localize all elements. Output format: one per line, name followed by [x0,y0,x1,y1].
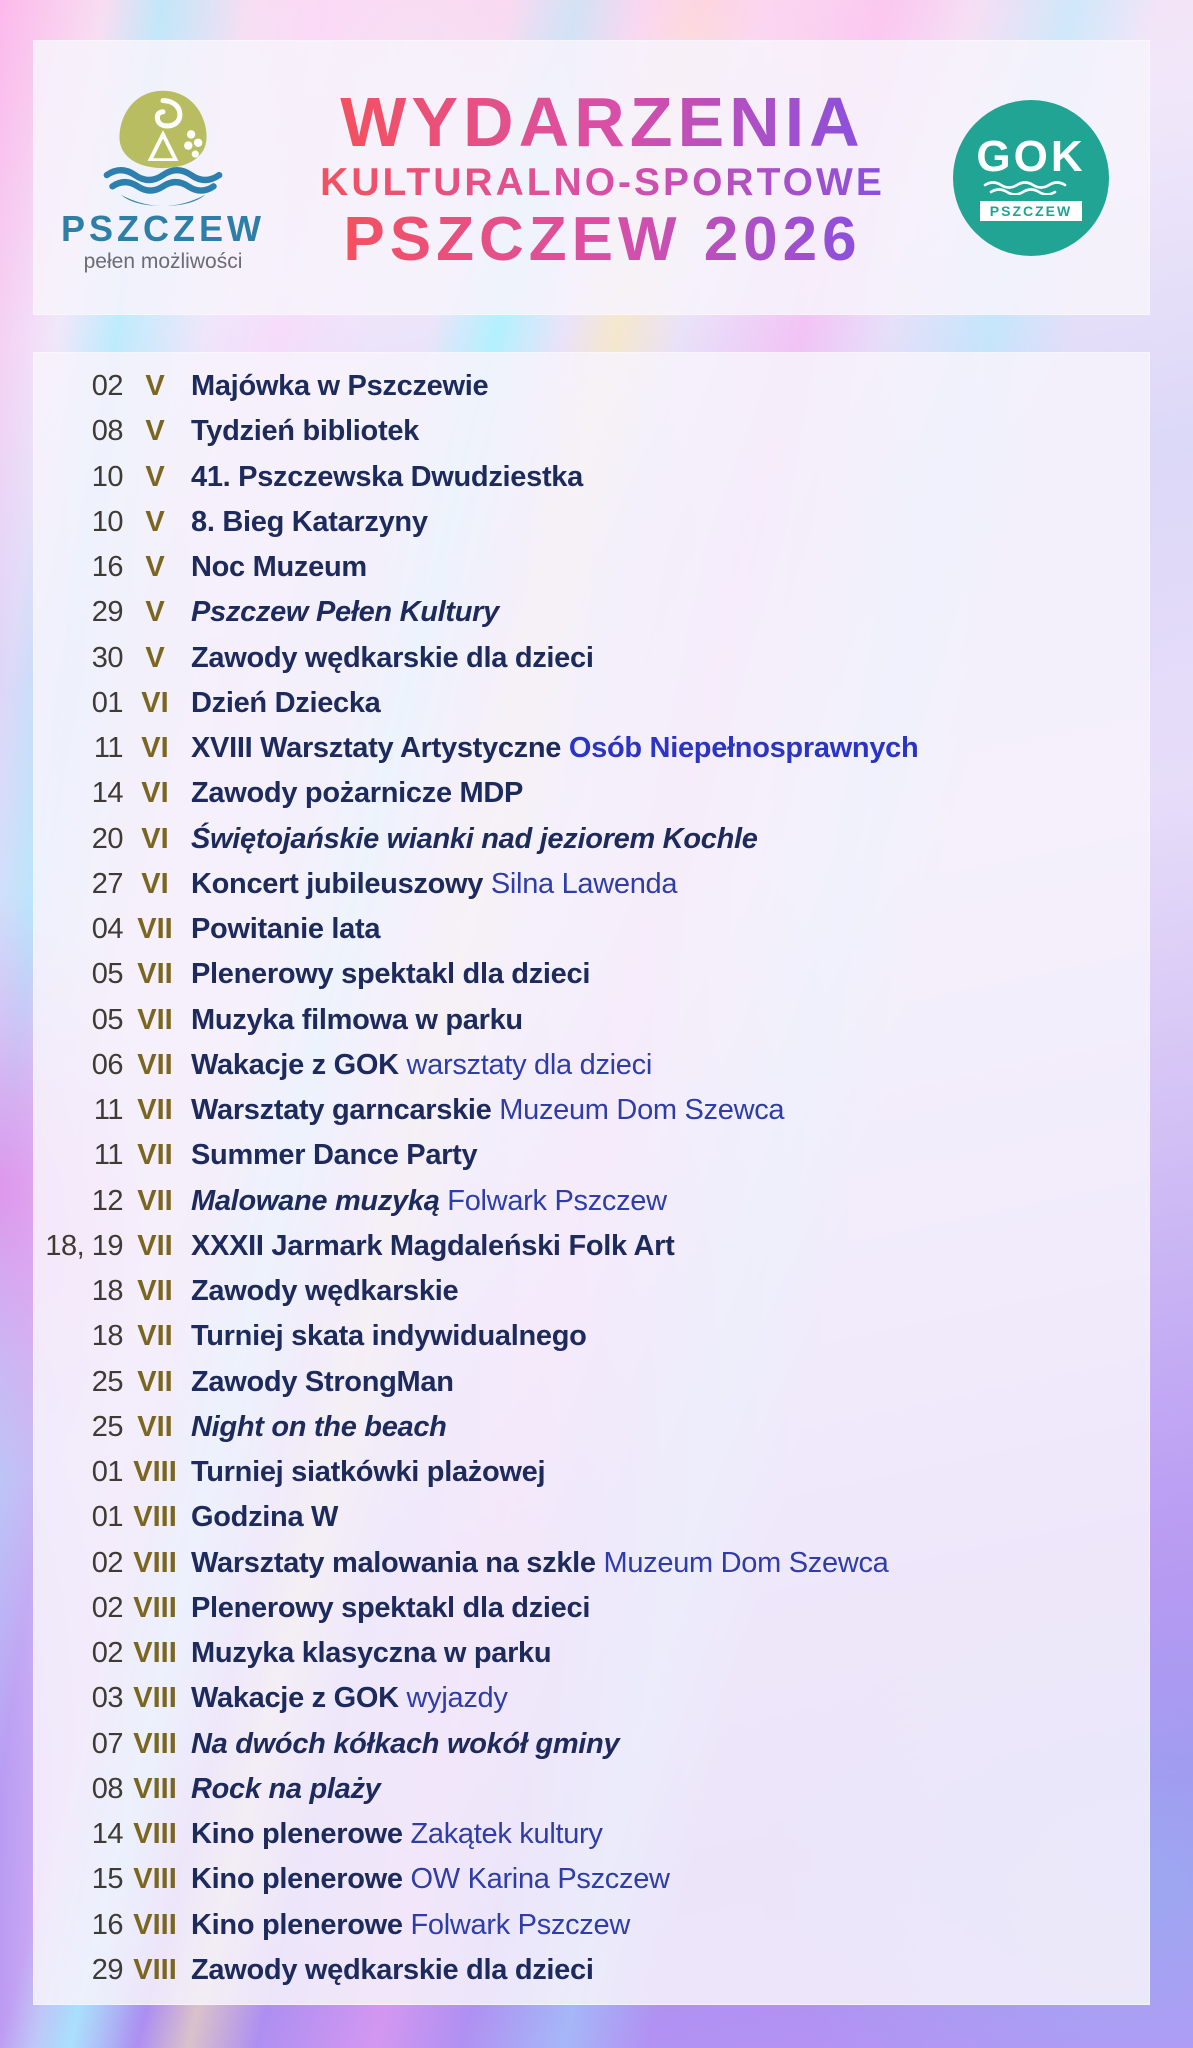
event-title-segment: wyjazdy [406,1682,508,1715]
event-month: V [145,551,165,584]
event-title [191,777,523,810]
event-month: VIII [133,1772,177,1805]
event-row [33,455,1150,500]
event-title-segment: Muzyka klasyczna w parku [191,1637,552,1670]
event-row [33,545,1150,590]
event-title-segment: Zakątek kultury [410,1818,603,1851]
event-row [33,364,1150,409]
event-row [33,952,1150,997]
event-title [191,415,419,448]
event-month: V [145,505,165,538]
event-title-segment: Malowane muzyką [191,1184,448,1217]
event-title [191,1185,667,1218]
event-day: 03 [91,1682,123,1715]
event-row [33,409,1150,454]
event-title-segment: Warsztaty malowania na szkle [191,1546,604,1579]
event-month: VII [137,958,173,991]
event-row [33,1676,1150,1721]
event-day: 05 [91,958,123,991]
event-month: VIII [133,1682,177,1715]
event-title [191,370,488,403]
event-title-segment: OW Karina Pszczew [410,1863,670,1896]
event-title-segment: Tydzień bibliotek [191,415,419,448]
event-row [33,1812,1150,1857]
event-title [191,958,590,991]
event-month: VI [141,822,169,855]
gok-label: GOK [976,131,1086,181]
event-title-segment: Na dwóch kółkach wokół gminy [191,1727,620,1760]
event-title [191,1682,508,1715]
event-row [33,1179,1150,1224]
event-title [191,506,428,539]
event-title-segment: Turniej skata indywidualnego [191,1320,587,1353]
event-row [33,907,1150,952]
event-month: VIII [133,1818,177,1851]
event-month: VI [141,732,169,765]
event-title [191,1773,381,1806]
event-row [33,817,1150,862]
event-row [33,1224,1150,1269]
event-month: VIII [133,1546,177,1579]
event-rows [33,364,1150,1993]
event-title [191,1004,523,1037]
event-title-segment: Zawody wędkarskie [191,1275,459,1308]
event-title [191,687,381,720]
event-title-segment: Silna Lawenda [490,867,678,900]
event-title [191,1863,670,1896]
event-title-segment: Pszczew Pełen Kultury [191,596,499,629]
event-title-segment: XVIII Warsztaty Artystyczne [191,732,569,765]
event-day: 02 [91,370,123,403]
event-title-segment: Zawody wędkarskie dla dzieci [191,1953,594,1986]
event-title-segment: Zawody wędkarskie dla dzieci [191,641,594,674]
event-row [33,1314,1150,1359]
event-month: V [145,460,165,493]
event-month: V [145,415,165,448]
event-day: 16 [91,1908,123,1941]
event-row [33,1405,1150,1450]
event-title [191,1366,454,1399]
event-day: 16 [91,551,123,584]
event-row [33,1133,1150,1178]
event-day: 18 [91,1320,123,1353]
event-day: 15 [91,1863,123,1896]
event-title [191,868,677,901]
event-month: VIII [133,1456,177,1489]
event-title-segment: 41. Pszczewska Dwudziestka [191,460,583,493]
event-row [33,1767,1150,1812]
event-month: VII [137,1275,173,1308]
event-title [191,1954,594,1987]
title-line-3: PSZCZEW 2026 [343,205,862,275]
event-day: 18, 19 [45,1229,123,1262]
header-card [33,40,1150,315]
event-month: VIII [133,1501,177,1534]
event-month: VI [141,777,169,810]
event-day: 14 [91,1818,123,1851]
event-title-segment: Dzień Dziecka [191,686,381,719]
title-line-1: WYDARZENIA [340,82,865,161]
event-month: VII [137,1229,173,1262]
event-title [191,1320,587,1353]
event-title-segment: Turniej siatkówki plażowej [191,1456,546,1489]
event-title-segment: Osób Niepełnosprawnych [568,732,919,765]
event-title-segment: Muzeum Dom Szewca [603,1546,889,1579]
event-title-segment: Kino plenerowe [191,1863,411,1896]
event-title [191,1547,889,1580]
event-day: 20 [91,822,123,855]
event-row [33,1043,1150,1088]
gok-sublabel-box [980,201,1082,221]
event-title-segment: 8. Bieg Katarzyny [191,505,428,538]
event-title-segment: Kino plenerowe [191,1818,411,1851]
event-title-segment: Warsztaty garncarskie [191,1094,500,1127]
event-title [191,551,367,584]
event-day: 02 [91,1637,123,1670]
event-month: VII [137,1184,173,1217]
gok-waves-icon [983,181,1079,195]
event-day: 08 [91,1772,123,1805]
event-month: VII [137,1048,173,1081]
event-title [191,1818,603,1851]
event-day: 11 [93,732,123,765]
event-row [33,1586,1150,1631]
title-line-2: KULTURALNO-SPORTOWE [320,160,885,204]
event-row [33,771,1150,816]
event-title [191,1637,551,1670]
event-day: 11 [93,1094,123,1127]
gok-circle [953,100,1109,256]
event-title [191,1139,477,1172]
event-row [33,1722,1150,1767]
event-title-segment: Night on the beach [191,1410,447,1443]
event-title-segment: Kino plenerowe [191,1908,411,1941]
event-title-segment: Plenerowy spektakl dla dzieci [191,958,591,991]
event-title [191,1592,590,1625]
event-row [33,681,1150,726]
gok-logo [926,100,1136,256]
event-day: 11 [93,1139,123,1172]
event-day: 01 [91,1501,123,1534]
event-title-segment: Powitanie lata [191,913,381,946]
event-day: 14 [91,777,123,810]
event-row [33,1948,1150,1993]
event-title-segment: XXXII Jarmark Magdaleński Folk Art [191,1229,675,1262]
event-title-segment: Plenerowy spektakl dla dzieci [191,1591,591,1624]
event-day: 25 [91,1365,123,1398]
event-day: 25 [91,1410,123,1443]
event-title-segment: Godzina W [191,1501,339,1534]
event-title [191,1456,545,1489]
event-row [33,862,1150,907]
event-title-segment: Summer Dance Party [191,1139,478,1172]
event-month: VIII [133,1953,177,1986]
event-day: 04 [91,913,123,946]
event-title [191,1094,784,1127]
event-month: VIII [133,1863,177,1896]
event-title [191,642,594,675]
event-title-segment: Muzeum Dom Szewca [499,1094,785,1127]
event-month: VII [137,1365,173,1398]
event-title [191,1411,447,1444]
event-title [191,1501,338,1534]
event-day: 01 [91,686,123,719]
event-title [191,1230,675,1263]
event-month: VII [137,1003,173,1036]
event-title [191,732,918,765]
pszczew-emblem-icon [89,88,237,206]
logo-name: PSZCZEW [61,207,265,249]
event-title-segment: Zawody pożarnicze MDP [191,777,524,810]
event-title-segment: warsztaty dla dzieci [406,1048,652,1081]
event-month: VI [141,867,169,900]
event-day: 30 [91,641,123,674]
event-day: 08 [91,415,123,448]
event-month: VIII [133,1637,177,1670]
event-row [33,500,1150,545]
event-row [33,1450,1150,1495]
event-title-segment: Koncert jubileuszowy [191,867,491,900]
event-month: VII [137,1094,173,1127]
event-title [191,461,583,494]
event-day: 01 [91,1456,123,1489]
event-row [33,998,1150,1043]
event-day: 02 [91,1546,123,1579]
event-month: VI [141,686,169,719]
poster-title [279,82,926,275]
event-day: 18 [91,1275,123,1308]
logo-tagline: pełen możliwości [83,249,243,273]
event-row [33,1495,1150,1540]
event-month: V [145,370,165,403]
event-month: VIII [133,1908,177,1941]
events-list [33,352,1150,2005]
event-row [33,1269,1150,1314]
event-title-segment: Noc Muzeum [191,551,367,584]
event-month: VIII [133,1591,177,1624]
event-day: 07 [91,1727,123,1760]
event-title [191,1049,652,1082]
event-title-segment: Folwark Pszczew [447,1184,667,1217]
event-day: 05 [91,1003,123,1036]
event-row [33,1360,1150,1405]
event-title [191,1909,630,1942]
pszczew-logo [47,88,279,274]
event-title [191,913,380,946]
event-title-segment: Muzyka filmowa w parku [191,1003,523,1036]
event-month: VII [137,1139,173,1172]
event-title-segment: Wakacje z GOK [191,1048,407,1081]
event-month: VII [137,1320,173,1353]
event-title-segment: Folwark Pszczew [410,1908,630,1941]
event-month: V [145,596,165,629]
event-day: 29 [91,1953,123,1986]
event-title [191,1275,458,1308]
event-day: 27 [91,867,123,900]
event-month: VIII [133,1727,177,1760]
event-row [33,1631,1150,1676]
event-title [191,596,499,629]
event-title-segment: Majówka w Pszczewie [191,370,489,403]
event-day: 06 [91,1048,123,1081]
event-row [33,1903,1150,1948]
event-day: 10 [91,505,123,538]
event-day: 10 [91,460,123,493]
event-day: 29 [91,596,123,629]
event-row [33,590,1150,635]
event-row [33,1857,1150,1902]
event-row [33,636,1150,681]
event-title [191,823,758,856]
event-row [33,726,1150,771]
event-title-segment: Wakacje z GOK [191,1682,407,1715]
event-day: 02 [91,1591,123,1624]
event-month: VII [137,1410,173,1443]
event-title [191,1728,619,1761]
event-month: VII [137,913,173,946]
gok-sublabel: PSZCZEW [989,202,1073,219]
event-month: V [145,641,165,674]
event-title-segment: Zawody StrongMan [191,1365,454,1398]
event-day: 12 [91,1184,123,1217]
event-row [33,1541,1150,1586]
event-row [33,1088,1150,1133]
event-title-segment: Świętojańskie wianki nad jeziorem Kochle [191,822,758,855]
event-title-segment: Rock na plaży [191,1772,381,1805]
